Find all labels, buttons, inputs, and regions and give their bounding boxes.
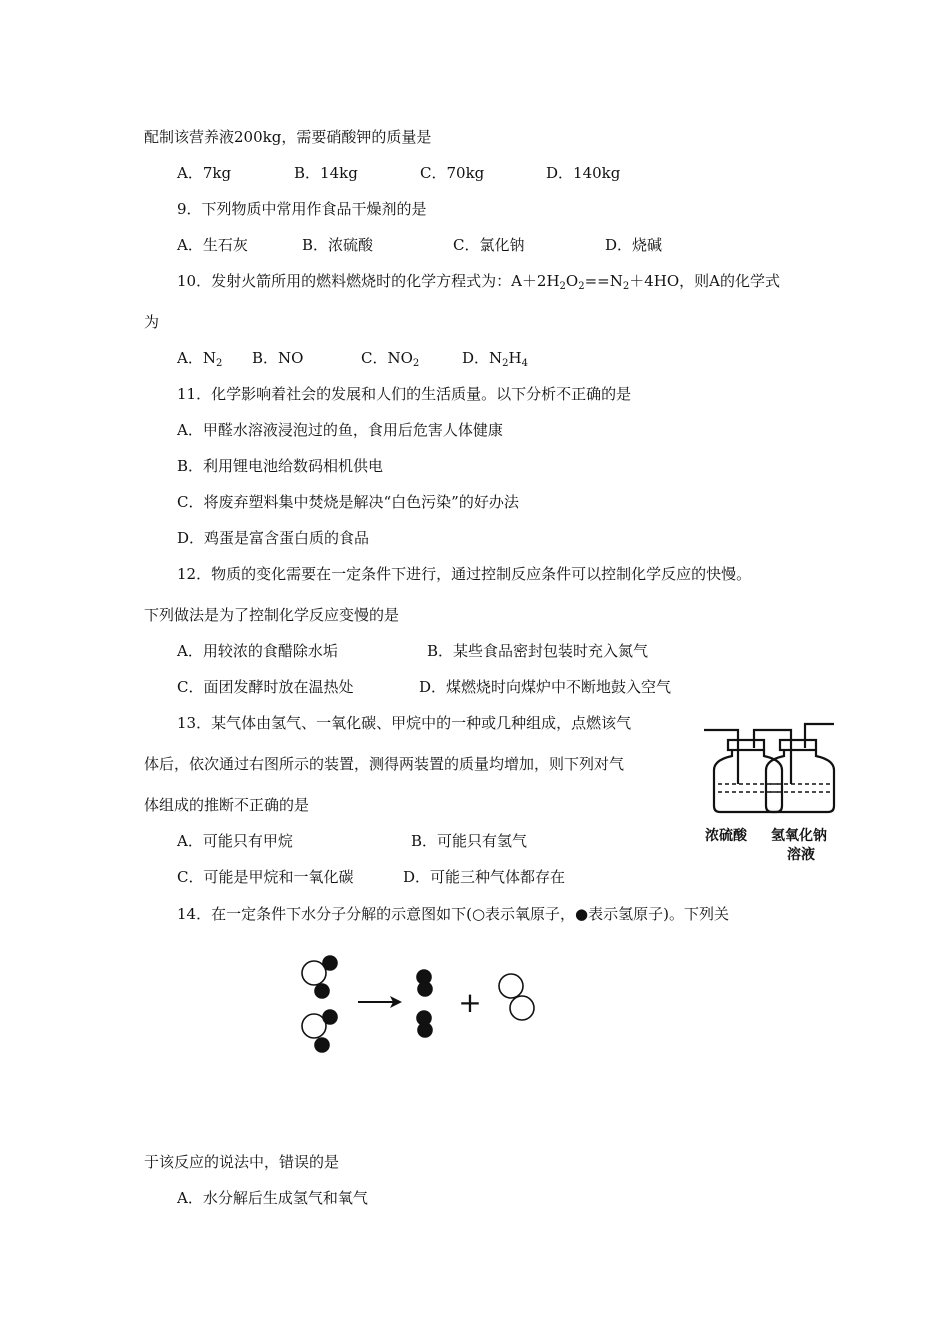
q11-option-a: A．甲醛水溶液浸泡过的鱼，食用后危害人体健康	[177, 421, 503, 439]
hydrogen-atom	[323, 1010, 337, 1024]
q9-option-b: B．浓硫酸	[302, 236, 374, 254]
plus-sign: +	[458, 986, 482, 1019]
q11-stem: 11．化学影响着社会的发展和人们的生活质量。以下分析不正确的是	[177, 385, 632, 403]
water-decomposition-figure	[290, 950, 550, 1060]
bottle2-label-line2: 溶液	[787, 847, 815, 863]
hydrogen-atom	[323, 956, 337, 970]
q14-option-a: A．水分解后生成氢气和氧气	[177, 1189, 368, 1207]
q13-stem-continuation-2: 体组成的推断不正确的是	[144, 796, 310, 814]
q13-option-c: C．可能是甲烷和一氧化碳	[177, 868, 354, 886]
oxygen-atom	[510, 996, 534, 1020]
q10-option-b: B．NO	[252, 349, 304, 367]
reaction-arrow-icon	[358, 996, 402, 1008]
q9-stem: 9．下列物质中常用作食品干燥剂的是	[177, 200, 427, 218]
q13-option-a: A．可能只有甲烷	[177, 832, 293, 850]
q10-stem: 10．发射火箭所用的燃料燃烧时的化学方程式为：$A+2H_2O_2==N_2+4HO$，则A的化学式	[177, 272, 781, 292]
hydrogen-atom	[315, 1038, 329, 1052]
q12-option-c: C．面团发酵时放在温热处	[177, 678, 354, 696]
q13-stem-continuation-1: 体后，依次通过右图所示的装置，测得两装置的质量均增加，则下列对气	[144, 755, 625, 773]
oxygen-atom	[499, 974, 523, 998]
q13-option-b: B．可能只有氢气	[411, 832, 528, 850]
bottle1-label: 浓硫酸	[705, 828, 747, 844]
q10-option-d: D．$N_2H_4$	[462, 349, 528, 369]
q11-option-c: C．将废弃塑料集中焚烧是解决“白色污染”的好办法	[177, 493, 519, 511]
q12-option-d: D．煤燃烧时向煤炉中不断地鼓入空气	[419, 678, 672, 696]
q13-option-d: D．可能三种气体都存在	[403, 868, 566, 886]
q13-stem: 13．某气体由氢气、一氧化碳、甲烷中的一种或几种组成，点燃该气	[177, 714, 632, 732]
q10-option-a: A．$N_2$	[177, 349, 223, 369]
q14-stem: 14．在一定条件下水分子分解的示意图如下(○表示氧原子，●表示氢原子)。下列关	[177, 905, 729, 923]
hydrogen-atom	[418, 982, 432, 996]
hydrogen-atom	[315, 984, 329, 998]
q12-option-b: B．某些食品密封包装时充入氮气	[427, 642, 649, 660]
q14-stem-continuation: 于该反应的说法中，错误的是	[144, 1153, 340, 1171]
q9-option-d: D．烧碱	[605, 236, 663, 254]
gas-washing-bottles-figure	[700, 718, 845, 830]
q12-stem-continuation: 下列做法是为了控制化学反应变慢的是	[144, 606, 400, 624]
q8-option-a: A．7kg	[177, 164, 232, 182]
hydrogen-atom	[418, 1023, 432, 1037]
q12-stem: 12．物质的变化需要在一定条件下进行，通过控制反应条件可以控制化学反应的快慢。	[177, 565, 752, 583]
q8-stem-continuation: 配制该营养液200kg，需要硝酸钾的质量是	[144, 128, 432, 146]
q12-option-a: A．用较浓的食醋除水垢	[177, 642, 338, 660]
q9-option-a: A．生石灰	[177, 236, 248, 254]
q10-option-c: C．$NO_2$	[361, 349, 420, 369]
q9-option-c: C．氯化钠	[453, 236, 525, 254]
q8-option-b: B．14kg	[294, 164, 358, 182]
q10-stem-continuation: 为	[144, 313, 160, 331]
q8-option-c: C．70kg	[420, 164, 485, 182]
bottle2-label-line1: 氢氧化钠	[771, 828, 827, 844]
q11-option-b: B．利用锂电池给数码相机供电	[177, 457, 384, 475]
q8-option-d: D．140kg	[546, 164, 621, 182]
q11-option-d: D．鸡蛋是富含蛋白质的食品	[177, 529, 370, 547]
